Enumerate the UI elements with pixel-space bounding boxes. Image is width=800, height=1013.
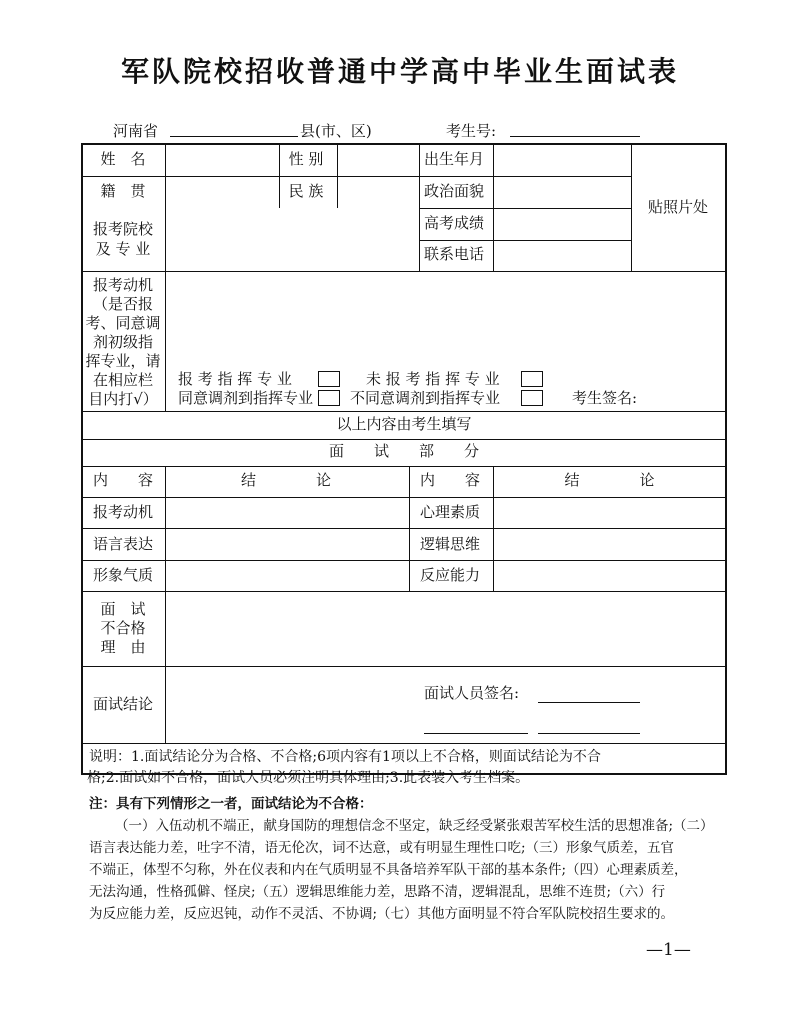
fail-reason-label: 面 试 不合格 理 由 (100, 600, 146, 656)
birth-label: 出生年月 (423, 150, 484, 168)
note-line: 无法沟通，性格孤僻、怪戾;（五）逻辑思维能力差，思路不清，逻辑混乱，思维不连贯;（六）行 (89, 884, 666, 900)
interview-section-title: 面 试 部 分 (328, 442, 479, 460)
image-label: 形象气质 (92, 566, 153, 584)
county-label: 县(市、区) (300, 122, 372, 140)
reaction-conclusion-field[interactable] (492, 560, 726, 589)
note-line: 为反应能力差，反应迟钝，动作不灵活、不协调;（七）其他方面明显不符合军队院校招生要求的。 (89, 906, 675, 922)
interview-conclusion-field[interactable] (165, 666, 725, 742)
interviewer-sign-line-2[interactable] (424, 733, 528, 734)
conclusion-header-right: 结 论 (564, 471, 655, 489)
notes-block (89, 793, 729, 925)
psych-label: 心理素质 (419, 503, 480, 521)
name-field[interactable] (165, 145, 277, 174)
language-label: 语言表达 (92, 535, 153, 553)
option-command-label: 报 考 指 挥 专 业 (178, 370, 292, 388)
ethnic-field[interactable] (336, 176, 416, 205)
school-label-line1: 报考院校 (92, 220, 153, 238)
candidate-sign-label: 考生签名: (572, 389, 638, 407)
interview-conclusion-label: 面试结论 (92, 695, 153, 713)
note-line: （一）入伍动机不端正，献身国防的理想信念不坚定，缺乏经受紧张艰苦军校生活的思想准备;（二） (115, 818, 714, 834)
psych-conclusion-field[interactable] (492, 497, 726, 526)
native-label: 籍 贯 (100, 182, 146, 200)
political-field[interactable] (492, 176, 628, 205)
explanation-line-2: 格;2.面试如不合格，面试人员必须注明具体理由;3.此表装入考生档案。 (87, 770, 530, 786)
interviewer-sign-line-1[interactable] (538, 702, 640, 703)
photo-placeholder: 贴照片处 (647, 198, 708, 216)
language-conclusion-field[interactable] (165, 528, 407, 557)
page-number: —1— (646, 940, 691, 960)
phone-label: 联系电话 (423, 245, 484, 263)
ethnic-label: 民 族 (288, 182, 324, 200)
note-line: 语言表达能力差，吐字不清，语无伦次，词不达意，或有明显生理性口吃;（三）形象气质差，五官 (89, 840, 675, 856)
reaction-label: 反应能力 (419, 566, 480, 584)
image-conclusion-field[interactable] (165, 560, 407, 589)
option-no-adjust-label: 不同意调剂到指挥专业 (350, 389, 501, 407)
option-adjust-label: 同意调剂到指挥专业 (178, 389, 314, 407)
gender-label: 性 别 (288, 150, 324, 168)
option-adjust-checkbox[interactable] (318, 390, 340, 406)
exam-no-label: 考生号: (446, 122, 497, 140)
logic-label: 逻辑思维 (419, 535, 480, 553)
fail-reason-field[interactable] (165, 592, 725, 663)
option-no-command-checkbox[interactable] (521, 371, 543, 387)
exam-no-blank[interactable] (510, 136, 640, 137)
native-field[interactable] (165, 176, 277, 205)
county-blank[interactable] (170, 136, 298, 137)
note-line: 不端正，体型不匀称，外在仪表和内在气质明显不具备培养军队干部的基本条件;（四）心理素质差， (89, 862, 688, 878)
score-field[interactable] (492, 208, 628, 237)
page-title: 军队院校招收普通中学高中毕业生面试表 (120, 55, 679, 88)
political-label: 政治面貌 (423, 182, 484, 200)
school-major-field[interactable] (165, 208, 415, 268)
conclusion-header-left: 结 论 (240, 471, 331, 489)
score-label: 高考成绩 (423, 214, 484, 232)
motivation-label: 报考动机 （是否报 考、同意调 剂初级指 挥专业，请 在相应栏 目内打√） (85, 276, 161, 408)
option-no-adjust-checkbox[interactable] (521, 390, 543, 406)
motive-label: 报考动机 (92, 503, 153, 521)
notes-heading: 注：具有下列情形之一者，面试结论为不合格： (89, 796, 373, 812)
gender-field[interactable] (336, 145, 416, 174)
option-no-command-label: 未 报 考 指 挥 专 业 (366, 370, 500, 388)
logic-conclusion-field[interactable] (492, 528, 726, 557)
option-command-checkbox[interactable] (318, 371, 340, 387)
explanation-line-1: 说明：1.面试结论分为合格、不合格;6项内容有1项以上不合格，则面试结论为不合 (89, 749, 601, 765)
content-header-right: 内 容 (419, 471, 480, 489)
content-header-left: 内 容 (92, 471, 153, 489)
interviewer-sign-line-3[interactable] (538, 733, 640, 734)
phone-field[interactable] (492, 240, 628, 268)
name-label: 姓 名 (100, 150, 146, 168)
school-label-line2: 及 专 业 (95, 240, 151, 258)
motive-conclusion-field[interactable] (165, 497, 407, 526)
birth-field[interactable] (492, 145, 628, 174)
province-label: 河南省 (113, 122, 159, 140)
filled-by-candidate-note: 以上内容由考生填写 (336, 415, 472, 433)
interviewer-sign-label: 面试人员签名: (424, 684, 520, 702)
